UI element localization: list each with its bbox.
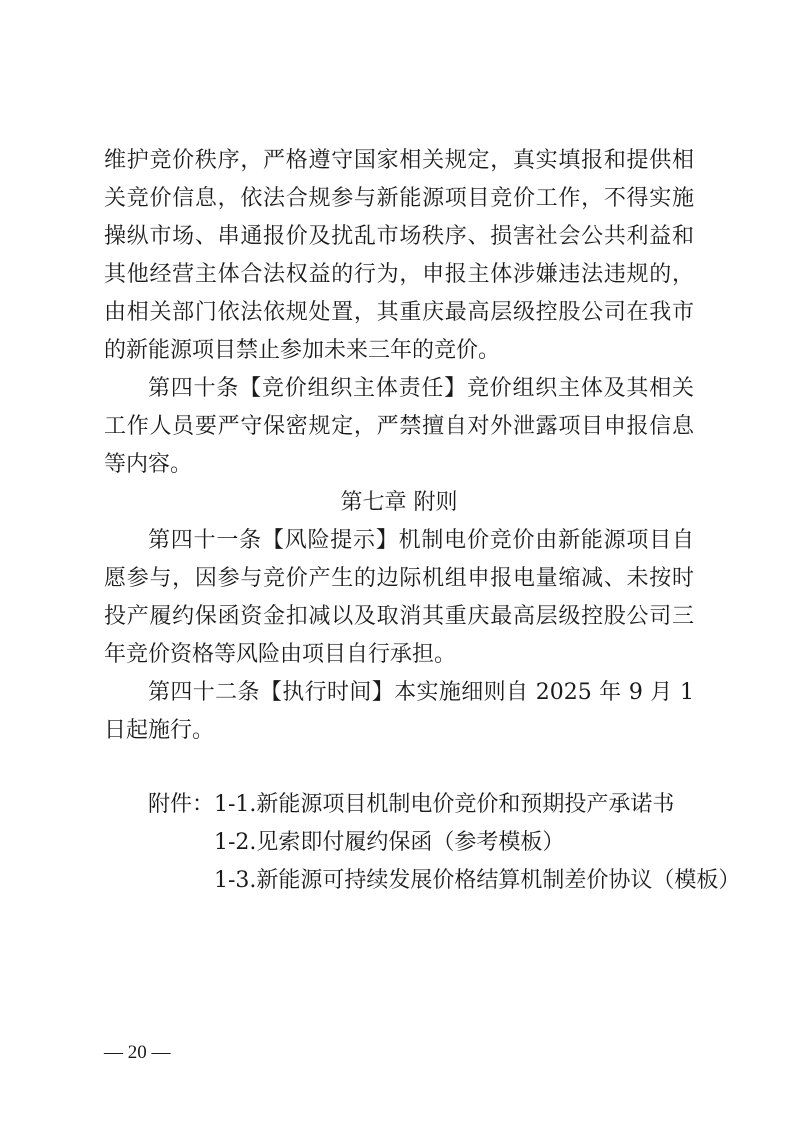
paragraph-article-39-continued: 维护竞价秩序，严格遵守国家相关规定，真实填报和提供相关竞价信息，依法合规参与新能源项目竞价工作，不得实施操纵市场、串通报价及扰乱市场秩序、损害社会公共利益和其他经营主体合法权益的行为，申报主体涉嫌违法违规的，由相关部门依法依规处置，其重庆最高层级控股公司在我市的新能源项目禁止参加未来三年的竞价。 <box>104 148 694 363</box>
paragraph-article-40: 第四十条【竞价组织主体责任】竞价组织主体及其相关工作人员要严守保密规定，严禁擅自对外泄露项目申报信息等内容。 <box>104 376 694 477</box>
attachment-item: 1-2.见索即付履约保函（参考模板） <box>214 830 565 855</box>
page-number: — 20 — <box>104 1042 171 1063</box>
attachment-item: 1-1.新能源项目机制电价竞价和预期投产承诺书 <box>214 792 675 817</box>
chapter-title: 第七章 附则 <box>340 490 458 515</box>
paragraph-article-41: 第四十一条【风险提示】机制电价竞价由新能源项目自愿参与，因参与竞价产生的边际机组申报电量缩减、未按时投产履约保函资金扣减以及取消其重庆最高层级控股公司三年竞价资格等风险由项目自行承担。 <box>104 528 694 667</box>
attachment-item: 1-3.新能源可持续发展价格结算机制差价协议（模板） <box>214 868 741 893</box>
paragraph-article-42: 第四十二条【执行时间】本实施细则自 2025 年 9 月 1 日起施行。 <box>104 680 694 743</box>
attachments-label: 附件： <box>148 792 215 817</box>
